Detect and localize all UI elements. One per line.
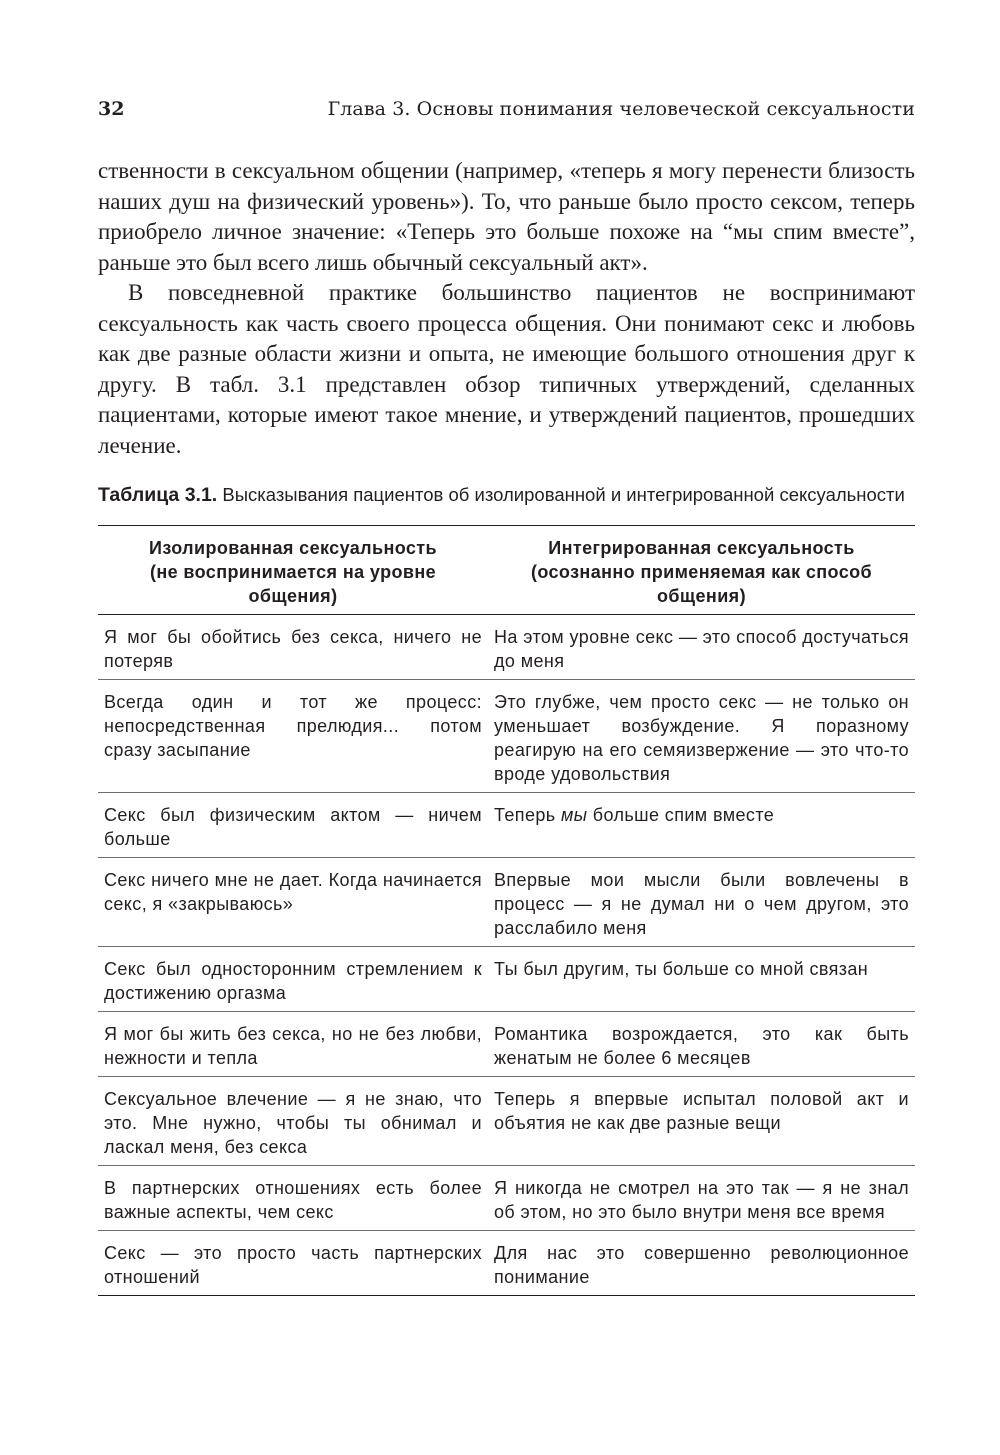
table-row [98, 1012, 915, 1077]
cell-isolated: Я мог бы обойтись без секса, ничего не потеряв [104, 627, 482, 671]
cell-text-part: больше спим вместе [587, 805, 775, 825]
cell-isolated: В партнерских отношениях есть более важные аспекты, чем секс [104, 1178, 482, 1222]
emphasis-text: мы [560, 805, 588, 825]
column-header-isolated: Изолированная сексуальность (не воспринимается на уровне общения) [149, 538, 437, 606]
body-text [98, 156, 915, 461]
table-row [98, 947, 915, 1012]
cell-isolated: Секс ничего мне не дает. Когда начинается секс, я «закрываюсь» [104, 870, 482, 914]
cell-integrated: Романтика возрождается, это как быть женатым не более 6 месяцев [494, 1024, 909, 1068]
table-row [98, 1077, 915, 1166]
chapter-title: Глава 3. Основы понимания человеческой сексуальности [327, 98, 915, 120]
paragraph-continued: ственности в сексуальном общении (например, «теперь я могу перенести близость наших душ на физический уровень»). То, что раньше было просто сексом, теперь приобрело личное значение: «Теперь это больше похоже на “мы спим вместе”, раньше это был всего лишь обычный сексуальный акт». [98, 158, 915, 275]
cell-isolated: Секс — это просто часть партнерских отношений [104, 1243, 482, 1287]
table-row [98, 680, 915, 793]
table-caption-label: Таблица 3.1. [98, 484, 218, 506]
cell-integrated: На этом уровне секс — это способ достучаться до меня [494, 627, 909, 671]
statements-table [98, 525, 915, 1296]
table-row [98, 615, 915, 680]
cell-integrated: Это глубже, чем просто секс — не только он уменьшает возбуждение. Я поразному реагирую на его семяизвержение — это что-то вроде удовольствия [494, 692, 909, 784]
cell-text-part: Теперь [494, 805, 561, 825]
cell-isolated: Я мог бы жить без секса, но не без любви, нежности и тепла [104, 1024, 482, 1068]
table-caption-text: Высказывания пациентов об изолированной и интегрированной сексуальности [222, 484, 905, 505]
cell-isolated: Секс был односторонним стремлением к достижению оргазма [104, 959, 482, 1003]
cell-integrated: Для нас это совершенно революционное понимание [494, 1243, 909, 1287]
cell-isolated: Сексуальное влечение — я не знаю, что это. Мне нужно, чтобы ты обнимал и ласкал меня, без секса [104, 1089, 482, 1157]
paragraph: В повседневной практике большинство пациентов не воспринимают сексуальность как часть своего процесса общения. Они понимают секс и любовь как две разные области жизни и опыта, не имеющие большого отношения друг к другу. В табл. 3.1 представлен обзор типичных утверждений, сделанных пациентами, которые имеют такое мнение, и утверждений пациентов, прошедших лечение. [98, 280, 915, 458]
cell-integrated: Впервые мои мысли были вовлечены в процесс — я не думал ни о чем другом, это расслабило меня [494, 870, 909, 938]
table-row [98, 1166, 915, 1231]
table-caption [98, 483, 915, 507]
cell-integrated: Ты был другим, ты больше со мной связан [494, 959, 869, 979]
table-row [98, 1231, 915, 1296]
cell-integrated: Я никогда не смотрел на это так — я не знал об этом, но это было внутри меня все время [494, 1178, 909, 1222]
column-header-integrated: Интегрированная сексуальность (осознанно применяемая как способ общения) [530, 538, 873, 606]
book-page [98, 98, 915, 1296]
table-row [98, 793, 915, 858]
table-row [98, 858, 915, 947]
page-number: 32 [98, 98, 125, 120]
cell-integrated: Теперь я впервые испытал половой акт и объятия не как две разные вещи [494, 1089, 909, 1133]
running-head [98, 98, 915, 128]
cell-isolated: Всегда один и тот же процесс: непосредственная прелюдия... потом сразу засыпание [104, 692, 482, 760]
table-header-row [98, 526, 915, 615]
cell-isolated: Секс был физическим актом — ничем больше [104, 805, 482, 849]
cell-integrated [488, 793, 915, 858]
